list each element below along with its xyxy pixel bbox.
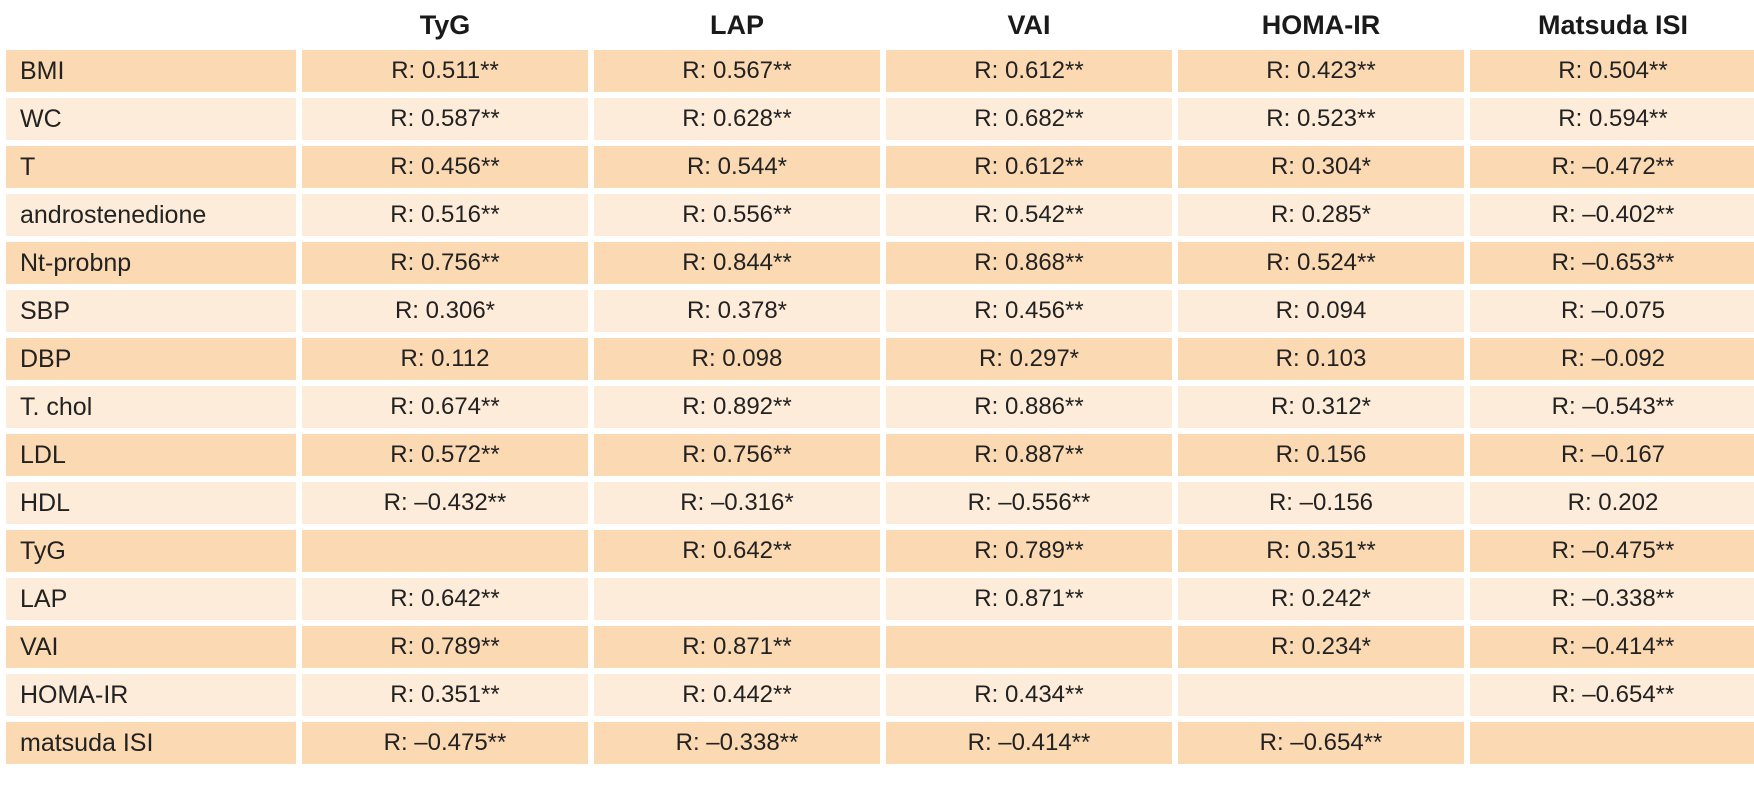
table-cell: R: 0.434** [886,674,1172,716]
table-cell: R: 0.594** [1470,98,1754,140]
column-header-tyg: TyG [302,6,588,44]
table-cell: R: 0.844** [594,242,880,284]
row-label: T. chol [6,386,296,428]
table-cell: R: –0.475** [302,722,588,764]
row-label: T [6,146,296,188]
table-cell: R: 0.887** [886,434,1172,476]
table-cell: R: –0.338** [594,722,880,764]
table-row [6,50,1754,92]
row-label: WC [6,98,296,140]
table-cell [594,578,880,620]
table-cell [302,530,588,572]
table-row [6,578,1754,620]
row-label: HDL [6,482,296,524]
table-cell: R: 0.103 [1178,338,1464,380]
table-cell [1178,674,1464,716]
table-cell: R: –0.167 [1470,434,1754,476]
table-cell: R: –0.472** [1470,146,1754,188]
table-cell: R: –0.654** [1178,722,1464,764]
table-row [6,194,1754,236]
column-header-vai: VAI [886,6,1172,44]
table-cell: R: 0.202 [1470,482,1754,524]
table-cell: R: 0.304* [1178,146,1464,188]
table-cell: R: 0.442** [594,674,880,716]
row-label: DBP [6,338,296,380]
table-cell: R: 0.511** [302,50,588,92]
table-cell: R: 0.297* [886,338,1172,380]
table-row [6,434,1754,476]
table-cell: R: 0.789** [886,530,1172,572]
table-cell: R: 0.098 [594,338,880,380]
row-label: androstenedione [6,194,296,236]
table-cell: R: 0.285* [1178,194,1464,236]
row-label: HOMA-IR [6,674,296,716]
row-label: SBP [6,290,296,332]
row-label: TyG [6,530,296,572]
table-row [6,242,1754,284]
table-cell: R: 0.456** [886,290,1172,332]
table-cell: R: 0.523** [1178,98,1464,140]
table-cell [1470,722,1754,764]
table-cell: R: 0.456** [302,146,588,188]
row-label: LDL [6,434,296,476]
table-row [6,290,1754,332]
table-header [6,6,1754,44]
table-row [6,674,1754,716]
table-cell: R: 0.351** [1178,530,1464,572]
table-cell: R: 0.612** [886,146,1172,188]
table-cell: R: –0.075 [1470,290,1754,332]
table-cell: R: –0.414** [886,722,1172,764]
table-cell: R: 0.567** [594,50,880,92]
table-cell: R: 0.587** [302,98,588,140]
table-cell: R: 0.351** [302,674,588,716]
table-row [6,482,1754,524]
table-row [6,722,1754,764]
table-cell: R: 0.674** [302,386,588,428]
table-cell: R: 0.756** [302,242,588,284]
table-cell: R: 0.682** [886,98,1172,140]
row-label: LAP [6,578,296,620]
table-cell: R: –0.543** [1470,386,1754,428]
table-row [6,386,1754,428]
table-cell: R: 0.312* [1178,386,1464,428]
table-body [6,50,1754,764]
column-header-matsuda-isi: Matsuda ISI [1470,6,1754,44]
table-cell: R: 0.112 [302,338,588,380]
row-label: VAI [6,626,296,668]
table-cell: R: 0.642** [594,530,880,572]
table-cell: R: 0.234* [1178,626,1464,668]
table-cell: R: –0.653** [1470,242,1754,284]
table-cell: R: –0.475** [1470,530,1754,572]
table-cell: R: –0.338** [1470,578,1754,620]
table-cell: R: –0.402** [1470,194,1754,236]
table-cell [886,626,1172,668]
table-cell: R: 0.524** [1178,242,1464,284]
table-cell: R: 0.892** [594,386,880,428]
table-cell: R: 0.756** [594,434,880,476]
table-cell: R: 0.242* [1178,578,1464,620]
table-cell: R: 0.871** [886,578,1172,620]
table-cell: R: 0.306* [302,290,588,332]
table-cell: R: 0.886** [886,386,1172,428]
table-cell: R: 0.642** [302,578,588,620]
table-cell: R: 0.544* [594,146,880,188]
table-cell: R: –0.432** [302,482,588,524]
table-cell: R: 0.094 [1178,290,1464,332]
table-cell: R: 0.612** [886,50,1172,92]
column-header-homa-ir: HOMA-IR [1178,6,1464,44]
table-cell: R: 0.868** [886,242,1172,284]
header-corner [6,6,296,44]
table-row [6,626,1754,668]
table-cell: R: –0.414** [1470,626,1754,668]
row-label: Nt-probnp [6,242,296,284]
table-cell: R: 0.542** [886,194,1172,236]
table-cell: R: 0.156 [1178,434,1464,476]
table-cell: R: –0.556** [886,482,1172,524]
table-cell: R: 0.378* [594,290,880,332]
table-row [6,98,1754,140]
table-row [6,338,1754,380]
table-cell: R: 0.572** [302,434,588,476]
table-cell: R: –0.316* [594,482,880,524]
table-cell: R: 0.871** [594,626,880,668]
header-row [6,6,1754,44]
row-label: BMI [6,50,296,92]
table-cell: R: –0.654** [1470,674,1754,716]
table-cell: R: 0.556** [594,194,880,236]
table-row [6,146,1754,188]
table-row [6,530,1754,572]
table-cell: R: 0.789** [302,626,588,668]
column-header-lap: LAP [594,6,880,44]
table-cell: R: 0.423** [1178,50,1464,92]
table-cell: R: –0.156 [1178,482,1464,524]
table-cell: R: 0.516** [302,194,588,236]
table-cell: R: 0.504** [1470,50,1754,92]
table-cell: R: 0.628** [594,98,880,140]
row-label: matsuda ISI [6,722,296,764]
table-cell: R: –0.092 [1470,338,1754,380]
